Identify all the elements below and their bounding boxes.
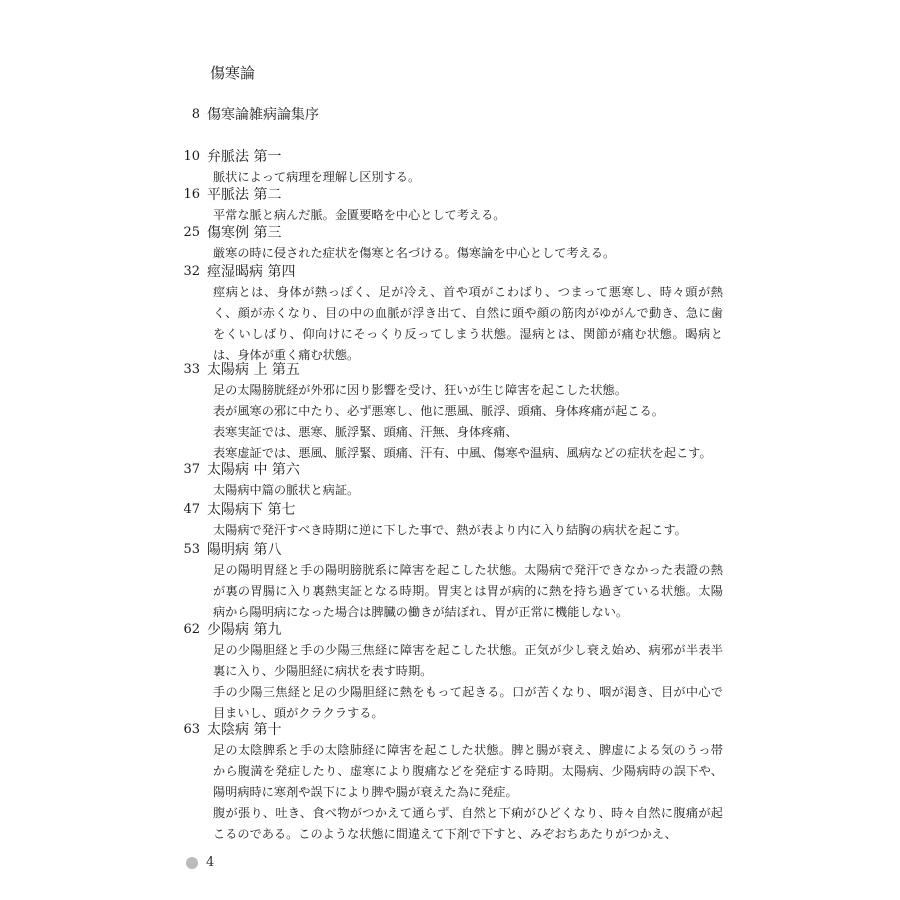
toc-section-title: 傷寒例 第三 bbox=[207, 225, 282, 241]
toc-page-number: 33 bbox=[183, 362, 200, 377]
description-paragraph: 表が風寒の邪に中たり、必ず悪寒し、他に悪風、脈浮、頭痛、身体疼痛が起こる。 bbox=[213, 404, 664, 418]
description-paragraph: 腹が張り、吐き、食べ物がつかえて通らず、自然と下痢がひどくなり、時々自然に腹痛が起こるのである。このような状態に間違えて下剤で下すと、みぞおちあたりがつかえ、 bbox=[213, 806, 723, 841]
toc-entry-heading bbox=[0, 105, 900, 125]
toc-entry bbox=[0, 262, 900, 366]
toc-entry bbox=[0, 620, 900, 724]
toc-entry bbox=[0, 147, 900, 188]
page-number: 4 bbox=[206, 855, 215, 870]
book-title-text: 傷寒論 bbox=[210, 64, 256, 82]
toc-entry-heading bbox=[0, 620, 900, 640]
toc-entry-heading bbox=[0, 262, 900, 282]
toc-page-number: 62 bbox=[183, 622, 200, 637]
toc-page-number: 47 bbox=[183, 502, 200, 517]
toc-entry bbox=[0, 185, 900, 226]
description-paragraph: 厳寒の時に侵された症状を傷寒と名づける。傷寒論を中心として考える。 bbox=[213, 246, 616, 260]
toc-entry-heading bbox=[0, 147, 900, 167]
toc-page-number: 63 bbox=[183, 722, 200, 737]
toc-page-number: 16 bbox=[183, 187, 200, 202]
description-paragraph: 太陽病中篇の脈状と病証。 bbox=[213, 483, 360, 497]
toc-section-title: 平脈法 第二 bbox=[207, 187, 282, 203]
toc-entry-heading bbox=[0, 223, 900, 243]
toc-page-number: 37 bbox=[183, 462, 200, 477]
description-paragraph: 表寒実証では、悪寒、脈浮緊、頭痛、汗無、身体疼痛、 bbox=[213, 425, 518, 439]
toc-entry bbox=[0, 460, 900, 501]
toc-page-number: 8 bbox=[191, 107, 200, 122]
toc-section-title: 少陽病 第九 bbox=[207, 622, 282, 638]
toc-section-title: 陽明病 第八 bbox=[207, 542, 282, 558]
toc-entry-description bbox=[213, 243, 723, 264]
toc-entry-description bbox=[213, 380, 723, 464]
description-paragraph: 足の少陽胆経と手の少陽三焦経に障害を起こした状態。正気が少し衰え始め、病邪が半表半裏に入り、少陽胆経に病状を表す時期。 bbox=[213, 643, 723, 678]
toc-entry-heading bbox=[0, 460, 900, 480]
toc-page-number: 53 bbox=[183, 542, 200, 557]
page-marker-dot bbox=[186, 857, 198, 869]
toc-page-number: 25 bbox=[183, 225, 200, 240]
description-paragraph: 脈状によって病理を理解し区別する。 bbox=[213, 170, 421, 184]
book-title bbox=[210, 62, 255, 83]
toc-entry-heading bbox=[0, 360, 900, 380]
page-footer bbox=[186, 855, 214, 870]
description-paragraph: 足の太陽膀胱経が外邪に因り影響を受け、狂いが生じ障害を起こした状態。 bbox=[213, 383, 627, 397]
toc-entry-description bbox=[213, 520, 723, 541]
toc-entry-description bbox=[213, 560, 723, 623]
toc-entry bbox=[0, 105, 900, 125]
description-paragraph: 表寒虚証では、悪風、脈浮緊、頭痛、汗有、中風、傷寒や温病、風病などの症状を起こす。 bbox=[213, 446, 712, 460]
toc-section-title: 太陽病下 第七 bbox=[207, 502, 296, 518]
toc-section-title: 弁脈法 第一 bbox=[207, 149, 282, 165]
toc-entry-heading bbox=[0, 540, 900, 560]
toc-entry bbox=[0, 720, 900, 845]
toc-section-title: 痙湿暍病 第四 bbox=[207, 264, 296, 280]
toc-entry bbox=[0, 500, 900, 541]
toc-section-title: 傷寒論雑病論集序 bbox=[207, 107, 319, 123]
toc-entry-heading bbox=[0, 500, 900, 520]
description-paragraph: 手の少陽三焦経と足の少陽胆経に熱をもって起きる。口が苦くなり、咽が渇き、目が中心で目まいし、頭がクラクラする。 bbox=[213, 685, 723, 720]
toc-page-number: 10 bbox=[183, 149, 200, 164]
toc-entry-heading bbox=[0, 185, 900, 205]
toc-section-title: 太陽病 上 第五 bbox=[207, 362, 300, 378]
description-paragraph: 太陽病で発汗すべき時期に逆に下した事で、熱が表より内に入り結胸の病状を起こす。 bbox=[213, 523, 687, 537]
toc-entry-description bbox=[213, 740, 723, 845]
toc-entry-description bbox=[213, 282, 723, 366]
toc-entry-description bbox=[213, 480, 723, 501]
description-paragraph: 足の陽明胃経と手の陽明膀胱系に障害を起こした状態。太陽病で発汗できなかった表證の熱が裏の胃腸に入り裏熱実証となる時期。胃実とは胃が病的に熱を持ち過ぎている状態。太陽病から陽明病になった場合は脾臓の働きが結ぼれ、胃が正常に機能しない。 bbox=[213, 563, 723, 619]
toc-entry-description bbox=[213, 640, 723, 724]
toc-section-title: 太陽病 中 第六 bbox=[207, 462, 300, 478]
toc-entry bbox=[0, 540, 900, 623]
description-paragraph: 痙病とは、身体が熱っぽく、足が冷え、首や項がこわばり、つまって悪寒し、時々頭が熱く、顔が赤くなり、目の中の血脈が浮き出て、自然に頭や顔の筋肉がゆがんで動き、急に歯をくいしばり、仰向けにそっくり反ってしまう状態。湿病とは、関節が痛む状態。暍病とは、身体が重く痛む状態。 bbox=[213, 285, 723, 362]
description-paragraph: 平常な脈と病んだ脈。金匱要略を中心として考える。 bbox=[213, 208, 506, 222]
toc-entry bbox=[0, 360, 900, 464]
toc-entry bbox=[0, 223, 900, 264]
description-paragraph: 足の太陰脾系と手の太陰肺経に障害を起こした状態。脾と腸が衰え、脾虚による気のうっ帯から腹満を発症したり、虚寒により腹痛などを発症する時期。太陽病、少陽病時の誤下や、陽明病時に寒剤や誤下により脾や腸が衰えた為に発症。 bbox=[213, 743, 723, 799]
toc-page-number: 32 bbox=[183, 264, 200, 279]
toc-entry-heading bbox=[0, 720, 900, 740]
toc-section-title: 太陰病 第十 bbox=[207, 722, 282, 738]
